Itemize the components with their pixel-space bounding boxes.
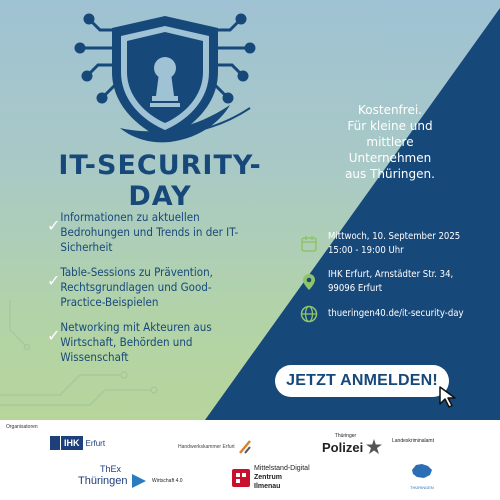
- thex-main-text: Thüringen: [78, 475, 128, 487]
- location-line-2: 99096 Erfurt: [328, 283, 383, 294]
- police-star-icon: [366, 439, 382, 455]
- ihk-badge: IHK: [61, 436, 83, 450]
- hwk-mark-icon: [239, 440, 251, 454]
- feature-text-2: Table-Sessions zu Prävention, Rechtsgrundlagen und Good-Practice-Beispielen: [60, 265, 213, 309]
- mittelstand-logo: [232, 464, 310, 491]
- police-top-text: Thüringer: [334, 433, 357, 439]
- wirtschaft-text: Wirtschaft 4.0: [152, 478, 183, 484]
- feature-text-1: Informationen zu aktuellen Bedrohungen und Trends in der IT-Sicherheit: [60, 210, 239, 254]
- mittelstand-line-1: Mittelstand-Digital: [254, 465, 310, 472]
- ihk-mark-icon: [50, 436, 60, 450]
- police-main-text: Polizei: [322, 439, 364, 455]
- shield-keyhole-icon: [70, 10, 260, 150]
- state-logo-text: THÜRINGEN: [410, 485, 434, 490]
- ihk-city: Erfurt: [85, 438, 106, 448]
- location-row: [300, 268, 453, 296]
- check-icon: ✓: [47, 216, 61, 235]
- feature-item-3: [47, 320, 247, 365]
- tagline: Kostenfrei. Für kleine und mittlere Unternehmen aus Thüringen.: [345, 103, 435, 181]
- globe-icon: [300, 305, 318, 323]
- feature-text-3: Networking mit Akteuren aus Wirtschaft, Behörden und Wissenschaft: [60, 320, 212, 364]
- cursor-icon: [438, 385, 460, 409]
- lka-text: Landeskriminalamt: [392, 438, 434, 444]
- check-icon: ✓: [47, 326, 61, 345]
- date-text: Mittwoch, 10. September 2025: [328, 231, 461, 242]
- thex-logo: [78, 464, 146, 488]
- thex-top-text: ThEx: [100, 464, 122, 474]
- location-pin-icon: [300, 273, 318, 291]
- mittelstand-mark-icon: [232, 469, 250, 487]
- date-row: [300, 230, 460, 258]
- website-row[interactable]: [300, 305, 464, 323]
- hwk-text: Handwerkskammer Erfurt: [178, 444, 235, 450]
- thex-arrow-icon: [132, 474, 146, 488]
- thueringen-map-icon: [410, 462, 434, 480]
- mittelstand-line-2: Zentrum: [254, 474, 282, 481]
- check-icon: ✓: [47, 271, 61, 290]
- police-logo: [322, 433, 382, 455]
- time-text: 15:00 - 19:00 Uhr: [328, 245, 404, 256]
- event-title: IT-SECURITY-DAY: [58, 150, 262, 212]
- calendar-icon: [300, 235, 318, 253]
- feature-item-2: [47, 265, 247, 310]
- website-link[interactable]: thueringen40.de/it-security-day: [328, 308, 464, 319]
- location-line-1: IHK Erfurt, Arnstädter Str. 34,: [328, 269, 454, 280]
- ihk-erfurt-logo: [50, 436, 105, 450]
- thueringen-state-logo: [410, 462, 434, 490]
- organizers-label: Organisatoren: [6, 424, 38, 430]
- organizers-footer: [0, 420, 500, 500]
- hwk-logo: [178, 440, 251, 454]
- register-button[interactable]: JETZT ANMELDEN!: [275, 365, 449, 397]
- mittelstand-line-3: Ilmenau: [254, 483, 281, 490]
- feature-item-1: [47, 210, 247, 255]
